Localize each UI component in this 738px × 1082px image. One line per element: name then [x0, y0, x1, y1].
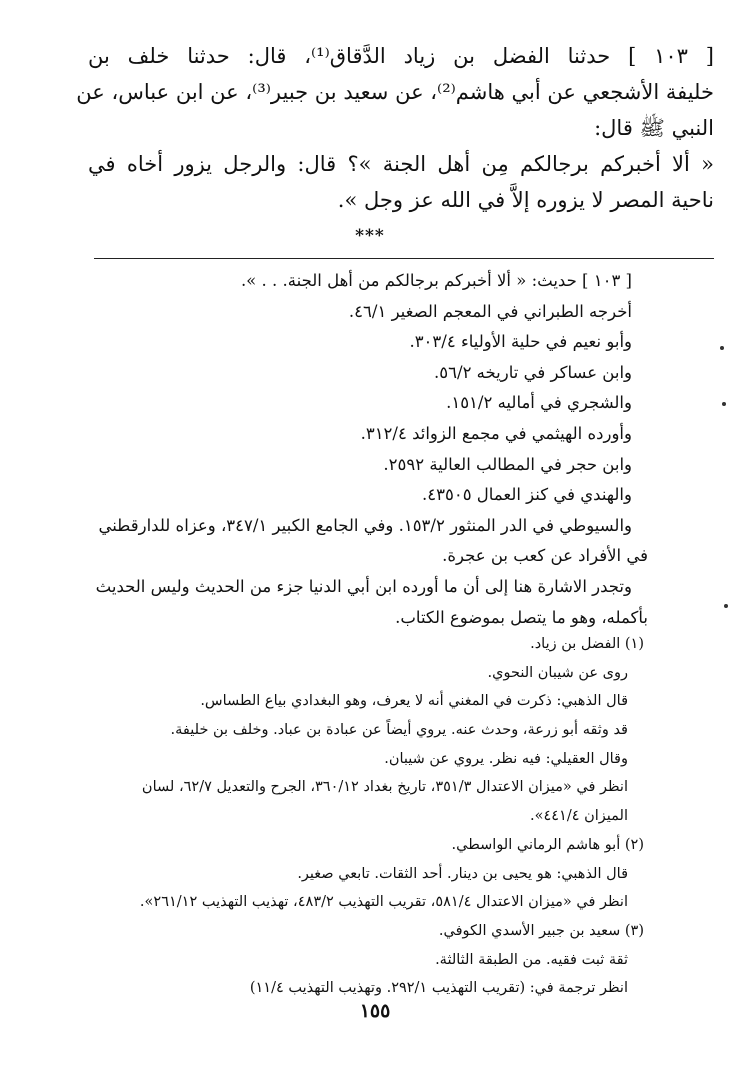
main-text-line: [ ١٠٣ ] حدثنا الفضل بن زياد الدَّقاق⁽¹⁾، قال: حدثنا خلف بن — [88, 44, 715, 68]
main-hadith-text — [76, 38, 715, 218]
footnote-line: وقال العقيلي: فيه نظر. يروي عن شيبان. — [384, 750, 628, 767]
reference-line: وابن عساكر في تاريخه ٥٦/٢. — [434, 362, 632, 382]
main-text-line: النبي ﷺ قال: — [594, 116, 714, 140]
footnote-heading: (٣) سعيد بن جبير الأسدي الكوفي. — [438, 922, 644, 939]
footnote-heading: (١) الفضل بن زياد. — [530, 636, 644, 652]
footnote-line: قال الذهبي: هو يحيى بن دينار. أحد الثقات. تابعي صغير. — [297, 865, 628, 882]
footnote-line: انظر ترجمة في: (تقريب التهذيب ٢٩٢/١. وتهذيب التهذيب ١١/٤) — [249, 980, 628, 997]
footnote-line: ثقة ثبت فقيه. من الطبقة الثالثة. — [435, 951, 628, 968]
main-text-line: « ألا أخبركم برجالكم مِن أهل الجنة »؟ قال: والرجل يزور أخاه في — [88, 152, 714, 176]
reference-line: [ ١٠٣ ] حديث: « ألا أخبركم برجالكم من أهل الجنة. . . ». — [240, 271, 632, 290]
reference-line: في الأفراد عن كعب بن عجرة. — [442, 546, 648, 566]
footnote-line: انظر في «ميزان الاعتدال ٣٥١/٣، تاريخ بغداد ٣٦٠/١٢، الجرح والتعديل ٦٢/٧، لسان — [141, 779, 628, 796]
reference-line: وأورده الهيثمي في مجمع الزوائد ٣١٢/٤. — [360, 423, 632, 443]
reference-line: وتجدر الاشارة هنا إلى أن ما أورده ابن أبي الدنيا جزء من الحديث وليس الحديث — [95, 576, 632, 596]
reference-line: أخرجه الطبراني في المعجم الصغير ٤٦/١. — [348, 301, 632, 321]
reference-line: والشجري في أماليه ١٥١/٢. — [446, 393, 632, 413]
reference-line: وأبو نعيم في حلية الأولياء ٣٠٣/٤. — [409, 332, 632, 352]
scan-speck — [720, 346, 724, 350]
footnote-divider-line — [94, 258, 714, 259]
scan-speck — [722, 402, 726, 406]
footnote-line: قال الذهبي: ذكرت في المغني أنه لا يعرف، وهو البغدادي بياع الطساس. — [200, 693, 628, 710]
reference-line: والهندي في كنز العمال ٤٣٥٠٥. — [422, 485, 632, 505]
footnote-line: انظر في «ميزان الاعتدال ٥٨١/٤، تقريب التهذيب ٤٨٣/٢، تهذيب التهذيب ٢٦١/١٢». — [139, 894, 628, 911]
reference-line: بأكمله، وهو ما يتصل بموضوع الكتاب. — [395, 607, 648, 627]
page-number: ١٥٥ — [359, 1000, 391, 1022]
footnote-line: قد وثقه أبو زرعة، وحدث عنه. يروي أيضاً عن عبادة بن عباد. وخلف بن خليفة. — [170, 722, 628, 739]
footnotes — [96, 630, 644, 1003]
main-text-line: خليفة الأشجعي عن أبي هاشم⁽²⁾، عن سعيد بن جبير⁽³⁾، عن ابن عباس، عن — [76, 80, 714, 104]
reference-line: وابن حجر في المطالب العالية ٢٥٩٢. — [383, 454, 632, 474]
footnote-line: الميزان ٤٤١/٤». — [529, 808, 628, 825]
reference-line: والسيوطي في الدر المنثور ١٥٣/٢. وفي الجامع الكبير ٣٤٧/١، وعزاه للدارقطني — [98, 515, 632, 535]
footnote-line: روى عن شيبان النحوي. — [487, 664, 628, 681]
main-text-line: ناحية المصر لا يزوره إلاَّ في الله عز وجل ». — [337, 188, 714, 212]
section-separator-stars: *** — [355, 226, 385, 246]
hadith-references — [95, 266, 648, 633]
scan-speck — [724, 604, 728, 608]
footnote-heading: (٢) أبو هاشم الرماني الواسطي. — [451, 836, 644, 853]
